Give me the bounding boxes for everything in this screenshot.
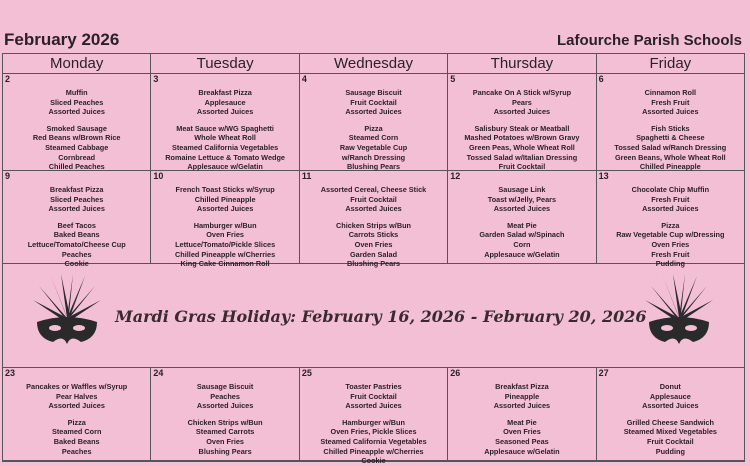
week-row [3,171,744,269]
day-cell [151,74,299,170]
meal-gap [597,117,744,124]
menu-item: Assorted Juices [345,204,402,214]
menu-item: Fresh Fruit [651,249,690,259]
day-cell [597,368,744,460]
menu-item: Assorted Juices [493,401,551,411]
week-row [3,74,744,171]
date-number: 12 [450,171,461,181]
menu-item: Baked Beans [53,436,100,446]
menu-item: Salisbury Steak or Meatball [474,123,570,133]
menu-item: Tossed Salad w/Ranch Dressing [614,142,727,152]
menu-item: Spaghetti & Cheese [636,133,705,143]
menu-item: Blushing Pears [346,162,401,172]
menu-item: Red Beans w/Brown Rice [32,133,121,143]
menu-item: Lettuce/Tomato/Pickle Slices [175,239,276,249]
holiday-banner [3,264,744,368]
menu-item: Donut [659,382,681,391]
menu-item: Chilled Pineapple [194,194,256,204]
day-cell [597,171,744,269]
menu-item: Steamed California Vegetables [320,436,427,446]
menu-item: Tossed Salad w/Italian Dressing [466,152,578,162]
menu-item: Smoked Sausage [46,123,107,133]
menu-item: Pudding [655,259,685,269]
meal-gap [597,411,744,418]
menu-item: Applesauce w/Gelatin [187,162,263,172]
meal-gap [448,411,595,418]
menu-item: Chilled Peaches [48,162,105,172]
menu-item: Steamed Mixed Vegetables [623,427,717,437]
day-cell [300,171,448,269]
school-name: Lafourche Parish Schools [556,32,742,49]
date-number: 5 [450,74,456,84]
menu-item: Cookie [64,259,89,269]
menu-item: Mashed Potatoes w/Brown Gravy [464,133,580,143]
holiday-text: Mardi Gras Holiday: February 16, 2026 - February 20, 2026 [115,307,647,326]
menu-item: Grilled Cheese Sandwich [626,417,714,427]
date-number: 13 [598,171,609,181]
menu-item: Green Peas, Whole Wheat Roll [469,142,575,152]
menu-item: Assorted Juices [196,401,254,411]
menu-item: Assorted Juices [493,107,551,117]
date-number: 3 [153,74,159,84]
menu-item: Steamed Carrots [195,427,255,437]
menu-item: Meat Sauce w/WG Spaghetti [176,123,274,133]
menu-item: Baked Beans [53,230,100,240]
meal-gap [300,214,447,221]
meal-gap [300,411,447,418]
menu-item: Peaches [210,391,240,401]
menu-item: Applesauce [649,391,691,401]
menu-item: Cornbread [58,152,96,162]
meal-gap [300,117,447,124]
date-number: 11 [301,171,312,181]
menu-item: Meat Pie [507,220,537,230]
day-cell [3,171,151,269]
date-number: 25 [301,368,312,378]
meal-gap [597,214,744,221]
menu-item: Assorted Juices [196,204,254,214]
menu-item: Chicken Strips w/Bun [336,220,412,230]
menu-item: Raw Vegetable Cup [339,142,408,152]
menu-item: Pizza [661,220,680,230]
menu-item: Steamed Corn [348,133,399,143]
menu-item: Pizza [364,123,383,133]
menu-item: Peaches [61,446,92,456]
day-cell [3,368,151,460]
menu-item: Corn [513,239,531,249]
menu-item: Chilled Pineapple w/Cherries [323,446,424,456]
menu-item: Green Beans, Whole Wheat Roll [614,152,726,162]
menu-item: Steamed Corn [51,427,102,437]
menu-item: Chocolate Chip Muffin [631,185,710,194]
date-number: 4 [301,74,307,84]
menu-item: Oven Fries, Pickle Slices [330,427,417,437]
menu-item: Cookie [361,456,386,466]
mardi-gras-mask-icon-right [643,272,715,354]
menu-item: Assorted Juices [345,401,402,411]
meal-gap [151,411,298,418]
menu-item: Assorted Juices [642,401,699,411]
menu-calendar [2,53,745,466]
menu-item: Pineapple [504,391,540,401]
meal-gap [448,214,595,221]
menu-item: Fruit Cocktail [350,97,397,107]
menu-item: Applesauce w/Gelatin [484,249,560,259]
day-tuesday: Tuesday [151,54,299,73]
menu-item: Chilled Pineapple w/Cherries [175,249,276,259]
menu-item: Oven Fries [206,436,244,446]
menu-item: Pancakes or Waffles w/Syrup [26,382,128,391]
date-number: 9 [5,171,11,181]
day-cell [151,368,299,460]
menu-item: Sausage Link [498,185,546,194]
menu-item: Pears [511,97,532,107]
menu-item: Breakfast Pizza [49,185,104,194]
date-number: 23 [5,368,16,378]
menu-item: Breakfast Pizza [198,88,252,97]
menu-item: Romaine Lettuce & Tomato Wedge [165,152,285,162]
day-monday: Monday [3,54,151,73]
day-cell [3,74,151,170]
day-friday: Friday [649,55,692,72]
menu-item: Assorted Juices [196,107,254,117]
menu-item: Steamed Cabbage [45,142,109,152]
day-cell [300,368,448,466]
menu-item: Hamburger w/Bun [342,417,405,427]
meal-gap [151,214,298,221]
menu-item: Assorted Juices [345,107,402,117]
menu-item: Assorted Juices [642,204,699,214]
menu-item: Oven Fries [503,427,541,437]
menu-item: Assorted Juices [493,204,551,214]
menu-item: Pear Halves [56,391,98,401]
day-wednesday: Wednesday [300,54,448,73]
meal-gap [448,117,595,124]
menu-item: Assorted Juices [48,204,105,214]
menu-item: Garden Salad w/Spinach [479,230,565,240]
menu-item: Assorted Cereal, Cheese Stick [320,185,427,194]
menu-item: Fresh Fruit [651,97,690,107]
week-row [3,368,744,466]
day-cell [448,368,596,460]
menu-item: Pudding [655,446,685,456]
menu-item: Applesauce [204,97,246,107]
menu-item: Hamburger w/Bun [193,220,257,230]
menu-item: Fruit Cocktail [350,194,397,204]
date-number: 10 [153,171,164,181]
menu-item: Raw Vegetable Cup w/Dressing [616,230,725,240]
menu-item: Garden Salad [349,249,398,259]
menu-item: Fruit Cocktail [647,436,694,446]
menu-item: Chicken Strips w/Bun [187,417,263,427]
menu-item: Fresh Fruit [651,194,690,204]
date-number: 26 [450,368,461,378]
month-title: February 2026 [4,30,120,49]
date-number: 6 [598,74,604,84]
menu-item: Peaches [61,249,92,259]
menu-item: Pancake On A Stick w/Syrup [472,88,572,97]
menu-item: Assorted Juices [48,107,105,117]
meal-gap [3,117,150,124]
menu-item: Fruit Cocktail [350,391,397,401]
menu-item: Whole Wheat Roll [194,133,256,143]
day-cell [448,74,596,170]
menu-item: Pizza [67,417,86,427]
date-number: 27 [598,368,609,378]
meal-gap [151,117,298,124]
day-thursday: Thursday [448,54,596,73]
menu-item: King Cake Cinnamon Roll [180,259,270,269]
menu-item: Sausage Biscuit [196,382,254,391]
menu-item: Lettuce/Tomato/Cheese Cup [27,239,126,249]
menu-item: Toaster Pastries [345,382,402,391]
date-number: 2 [5,74,11,84]
menu-item: w/Ranch Dressing [341,152,406,162]
mardi-gras-mask-icon-left [31,272,103,354]
menu-item: Toast w/Jelly, Pears [487,194,557,204]
menu-item: Fruit Cocktail [498,162,546,172]
menu-item: Fish Sticks [651,123,690,133]
menu-item: Chilled Pineapple [639,162,701,172]
menu-item: Carrots Sticks [348,230,399,240]
day-cell [300,74,448,170]
menu-item: Muffin [65,88,88,97]
menu-item: Sausage Biscuit [345,88,402,97]
menu-item: Cinnamon Roll [644,88,697,97]
menu-item: Sliced Peaches [50,97,104,107]
menu-item: Applesauce w/Gelatin [484,446,560,456]
menu-item: Oven Fries [206,230,244,240]
menu-item: Breakfast Pizza [495,382,549,391]
menu-item: Assorted Juices [642,107,699,117]
day-cell [597,74,744,170]
menu-item: Steamed California Vegetables [171,142,279,152]
meal-gap [3,411,150,418]
date-number: 24 [153,368,164,378]
menu-item: Seasoned Peas [495,436,549,446]
meal-gap [3,214,150,221]
menu-item: Oven Fries [651,239,690,249]
day-cell [448,171,596,263]
day-header-row [3,54,744,74]
menu-item: French Toast Sticks w/Syrup [175,185,275,194]
menu-item: Beef Tacos [57,220,96,230]
menu-item: Blushing Pears [346,259,401,269]
menu-item: Blushing Pears [198,446,252,456]
menu-item: Sliced Peaches [50,194,104,204]
menu-item: Oven Fries [354,239,393,249]
menu-item: Meat Pie [507,417,537,427]
menu-item: Assorted Juices [48,401,105,411]
day-cell [151,171,299,269]
